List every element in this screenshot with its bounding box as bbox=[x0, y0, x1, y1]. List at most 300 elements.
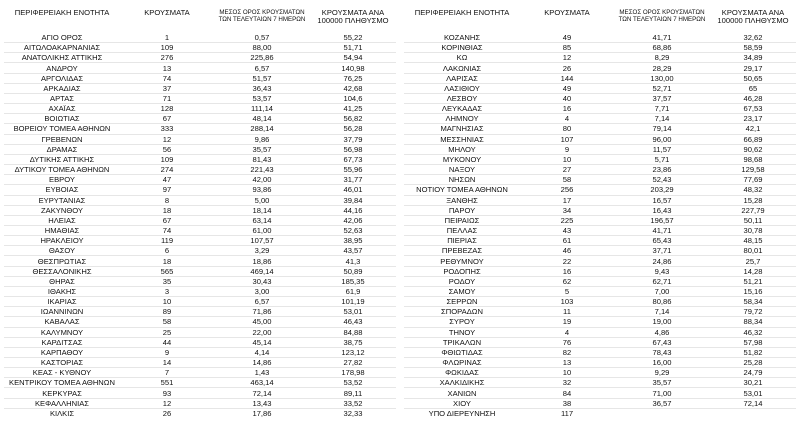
region-cell: ΓΡΕΒΕΝΩΝ bbox=[41, 134, 83, 144]
cases-cell: 144 bbox=[560, 73, 574, 83]
avg7-cell: 19,00 bbox=[652, 317, 672, 327]
avg7-cell: 61,00 bbox=[252, 226, 272, 236]
per100k-cell: 31,77 bbox=[343, 175, 363, 185]
table-row bbox=[404, 215, 796, 225]
cases-cell: 551 bbox=[160, 378, 174, 388]
table-row bbox=[4, 83, 396, 93]
per100k-cell: 84,88 bbox=[343, 327, 363, 337]
cases-cell: 128 bbox=[160, 104, 174, 114]
cases-cell: 58 bbox=[562, 175, 572, 185]
avg7-cell: 48,14 bbox=[252, 114, 272, 124]
avg7-cell: 111,14 bbox=[250, 104, 274, 114]
cases-cell: 10 bbox=[162, 297, 172, 307]
per100k-cell: 46,32 bbox=[743, 327, 763, 337]
cases-cell: 85 bbox=[562, 43, 572, 53]
per100k-cell: 51,21 bbox=[743, 276, 763, 286]
table-row bbox=[404, 307, 796, 317]
table-row bbox=[4, 317, 396, 327]
table-row bbox=[404, 297, 796, 307]
per100k-cell: 46,28 bbox=[743, 94, 763, 104]
avg7-cell: 6,57 bbox=[254, 297, 270, 307]
cases-cell: 12 bbox=[162, 398, 172, 408]
region-cell: ΕΥΒΟΙΑΣ bbox=[45, 185, 79, 195]
avg7-cell: 7,14 bbox=[654, 114, 670, 124]
avg7-cell: 469,14 bbox=[250, 266, 274, 276]
region-cell: ΜΑΓΝΗΣΙΑΣ bbox=[440, 124, 484, 134]
avg7-cell: 52,43 bbox=[652, 175, 672, 185]
cases-cell: 93 bbox=[162, 388, 172, 398]
table-row bbox=[4, 266, 396, 276]
per100k-cell: 25,7 bbox=[745, 256, 761, 266]
per100k-cell: 89,11 bbox=[343, 388, 363, 398]
cases-cell: 13 bbox=[562, 358, 572, 368]
region-cell: ΑΝΔΡΟΥ bbox=[46, 63, 78, 73]
per100k-cell: 48,15 bbox=[743, 236, 763, 246]
table-row bbox=[404, 317, 796, 327]
table-row bbox=[404, 83, 796, 93]
cases-cell: 40 bbox=[562, 94, 572, 104]
per100k-cell: 27,82 bbox=[343, 358, 363, 368]
region-cell: ΚΑΒΑΛΑΣ bbox=[44, 317, 80, 327]
avg7-cell: 41,71 bbox=[652, 226, 672, 236]
cases-cell: 26 bbox=[162, 408, 172, 418]
per100k-cell bbox=[710, 408, 796, 418]
table-row bbox=[4, 368, 396, 378]
avg7-cell: 36,43 bbox=[252, 83, 272, 93]
region-cell: ΘΗΡΑΣ bbox=[49, 276, 75, 286]
table-row bbox=[404, 358, 796, 368]
per100k-cell: 29,17 bbox=[743, 63, 763, 73]
cases-cell: 10 bbox=[562, 154, 572, 164]
per100k-cell: 15,16 bbox=[743, 286, 763, 296]
region-cell: ΗΜΑΘΙΑΣ bbox=[44, 226, 80, 236]
per100k-cell: 178,98 bbox=[341, 368, 365, 378]
avg7-cell: 72,14 bbox=[252, 388, 272, 398]
per100k-cell: 51,71 bbox=[343, 43, 363, 53]
region-cell: ΝΟΤΙΟΥ ΤΟΜΕΑ ΑΘΗΝΩΝ bbox=[416, 185, 508, 195]
per100k-cell: 51,82 bbox=[743, 347, 763, 357]
cases-cell: 43 bbox=[562, 226, 572, 236]
avg7-cell: 96,00 bbox=[652, 134, 672, 144]
cases-cell: 82 bbox=[562, 347, 572, 357]
avg7-cell: 14,86 bbox=[252, 358, 272, 368]
region-cell: ΙΩΑΝΝΙΝΩΝ bbox=[40, 307, 84, 317]
region-cell: ΑΧΑΪΑΣ bbox=[48, 104, 76, 114]
cases-cell: 5 bbox=[564, 286, 570, 296]
table-row bbox=[404, 256, 796, 266]
avg7-cell: 68,86 bbox=[652, 43, 672, 53]
header-avg7: ΜΕΣΟΣ ΟΡΟΣ ΚΡΟΥΣΜΑΤΩΝ ΤΩΝ ΤΕΛΕΥΤΑΙΩΝ 7 ΗΜΕΡΩΝ bbox=[218, 9, 306, 23]
table-row bbox=[4, 408, 396, 418]
avg7-cell: 5,00 bbox=[254, 195, 270, 205]
region-cell: ΚΑΡΔΙΤΣΑΣ bbox=[41, 337, 83, 347]
region-cell: ΞΑΝΘΗΣ bbox=[446, 195, 478, 205]
per100k-cell: 88,34 bbox=[743, 317, 763, 327]
region-cell: ΛΑΚΩΝΙΑΣ bbox=[442, 63, 482, 73]
cases-cell: 9 bbox=[564, 144, 570, 154]
per100k-cell: 53,52 bbox=[343, 378, 363, 388]
region-cell: ΗΡΑΚΛΕΙΟΥ bbox=[40, 236, 84, 246]
avg7-cell: 93,86 bbox=[252, 185, 272, 195]
table-row bbox=[4, 53, 396, 63]
per100k-cell: 67,53 bbox=[743, 104, 763, 114]
per100k-cell: 32,33 bbox=[343, 408, 363, 418]
cases-cell: 47 bbox=[162, 175, 172, 185]
cases-cell: 3 bbox=[164, 286, 170, 296]
region-cell: ΑΡΤΑΣ bbox=[50, 94, 74, 104]
avg7-cell: 16,43 bbox=[652, 205, 672, 215]
cases-cell: 89 bbox=[162, 307, 172, 317]
avg7-cell: 71,00 bbox=[652, 388, 672, 398]
header-per100k: ΚΡΟΥΣΜΑΤΑ ΑΝΑ 100000 ΠΛΗΘΥΣΜΟ bbox=[717, 9, 789, 25]
table-row bbox=[404, 175, 796, 185]
header-cases: ΚΡΟΥΣΜΑΤΑ bbox=[144, 9, 190, 17]
avg7-cell: 225,86 bbox=[250, 53, 274, 63]
cases-cell: 56 bbox=[162, 144, 172, 154]
avg7-cell: 9,29 bbox=[654, 368, 670, 378]
table-row bbox=[4, 256, 396, 266]
cases-cell: 103 bbox=[560, 297, 574, 307]
per100k-cell: 42,1 bbox=[745, 124, 761, 134]
region-cell: ΣΥΡΟΥ bbox=[449, 317, 475, 327]
cases-cell: 12 bbox=[162, 134, 172, 144]
region-cell: ΚΟΖΑΝΗΣ bbox=[443, 33, 481, 43]
avg7-cell: 45,00 bbox=[252, 317, 272, 327]
per100k-cell: 53,01 bbox=[743, 388, 763, 398]
region-cell: ΧΙΟΥ bbox=[453, 398, 471, 408]
cases-cell: 11 bbox=[563, 307, 571, 317]
cases-cell: 27 bbox=[562, 165, 572, 175]
cases-cell: 44 bbox=[162, 337, 172, 347]
table-row bbox=[404, 327, 796, 337]
avg7-cell: 7,14 bbox=[654, 307, 670, 317]
region-cell: ΔΥΤΙΚΗΣ ΑΤΤΙΚΗΣ bbox=[29, 154, 95, 164]
header-region: ΠΕΡΙΦΕΡΕΙΑΚΗ ΕΝΟΤΗΤΑ bbox=[414, 9, 510, 17]
avg7-cell: 8,29 bbox=[654, 53, 670, 63]
per100k-cell: 123,12 bbox=[341, 347, 365, 357]
per100k-cell: 55,96 bbox=[343, 165, 363, 175]
region-cell: ΣΑΜΟΥ bbox=[448, 286, 476, 296]
header-avg7: ΜΕΣΟΣ ΟΡΟΣ ΚΡΟΥΣΜΑΤΩΝ ΤΩΝ ΤΕΛΕΥΤΑΙΩΝ 7 ΗΜΕΡΩΝ bbox=[618, 9, 706, 23]
table-row bbox=[404, 114, 796, 124]
table-row bbox=[404, 195, 796, 205]
header-region: ΠΕΡΙΦΕΡΕΙΑΚΗ ΕΝΟΤΗΤΑ bbox=[14, 9, 110, 17]
avg7-cell: 16,00 bbox=[652, 358, 672, 368]
table-row bbox=[404, 63, 796, 73]
region-cell: ΠΑΡΟΥ bbox=[448, 205, 476, 215]
cases-cell: 13 bbox=[162, 63, 172, 73]
per100k-cell: 48,32 bbox=[743, 185, 763, 195]
per100k-cell: 50,65 bbox=[743, 73, 763, 83]
per100k-cell: 23,17 bbox=[743, 114, 763, 124]
avg7-cell: 62,71 bbox=[652, 276, 672, 286]
avg7-cell: 78,43 bbox=[652, 347, 672, 357]
per100k-cell: 77,69 bbox=[743, 175, 763, 185]
cases-cell: 117 bbox=[560, 408, 574, 418]
per100k-cell: 50,11 bbox=[743, 215, 763, 225]
avg7-cell: 5,71 bbox=[654, 154, 670, 164]
per100k-cell: 55,22 bbox=[343, 33, 363, 43]
region-cell: ΡΟΔΟΥ bbox=[448, 276, 476, 286]
cases-cell: 225 bbox=[560, 215, 574, 225]
table-row bbox=[404, 124, 796, 134]
avg7-cell: 53,57 bbox=[252, 94, 272, 104]
cases-cell: 62 bbox=[562, 276, 572, 286]
cases-cell: 107 bbox=[560, 134, 574, 144]
avg7-cell: 107,57 bbox=[250, 236, 274, 246]
per100k-cell: 61,9 bbox=[345, 286, 361, 296]
table-row bbox=[4, 73, 396, 83]
cases-cell: 35 bbox=[162, 276, 172, 286]
cases-cell: 8 bbox=[164, 195, 170, 205]
cases-cell: 74 bbox=[162, 226, 172, 236]
per100k-cell: 41,25 bbox=[343, 104, 363, 114]
region-cell: ΛΕΣΒΟΥ bbox=[446, 94, 478, 104]
per100k-cell: 79,72 bbox=[743, 307, 763, 317]
table-row bbox=[404, 388, 796, 398]
cases-cell: 10 bbox=[562, 368, 572, 378]
table-row bbox=[404, 93, 796, 103]
per100k-cell: 104,6 bbox=[343, 94, 363, 104]
cases-cell: 26 bbox=[562, 63, 572, 73]
cases-cell: 4 bbox=[564, 327, 570, 337]
cases-cell: 16 bbox=[562, 104, 572, 114]
region-cell: ΕΥΡΥΤΑΝΙΑΣ bbox=[38, 195, 86, 205]
table-row bbox=[4, 63, 396, 73]
avg7-cell: 4,86 bbox=[654, 327, 670, 337]
per100k-cell: 53,01 bbox=[343, 307, 363, 317]
table-row bbox=[404, 165, 796, 175]
table-row bbox=[404, 53, 796, 63]
table-row bbox=[4, 225, 396, 235]
table-row bbox=[4, 185, 396, 195]
region-cell: ΘΕΣΠΡΩΤΙΑΣ bbox=[37, 256, 87, 266]
avg7-cell: 13,43 bbox=[252, 398, 272, 408]
per100k-cell: 56,28 bbox=[343, 124, 363, 134]
table-row bbox=[4, 358, 396, 368]
per100k-cell: 42,06 bbox=[343, 215, 363, 225]
table-row bbox=[4, 124, 396, 134]
per100k-cell: 15,28 bbox=[743, 195, 763, 205]
avg7-cell: 37,57 bbox=[652, 94, 672, 104]
avg7-cell: 41,71 bbox=[652, 33, 672, 43]
cases-cell: 32 bbox=[562, 378, 572, 388]
region-cell: ΛΑΡΙΣΑΣ bbox=[446, 73, 478, 83]
avg7-cell: 51,57 bbox=[252, 73, 272, 83]
region-cell: ΚΙΛΚΙΣ bbox=[49, 408, 75, 418]
table-row bbox=[4, 398, 396, 408]
region-cell: ΝΑΞΟΥ bbox=[448, 165, 476, 175]
table-body-right bbox=[404, 33, 796, 418]
table-row bbox=[4, 114, 396, 124]
table-row bbox=[4, 327, 396, 337]
per100k-cell: 56,98 bbox=[343, 144, 363, 154]
per100k-cell: 30,21 bbox=[743, 378, 763, 388]
cases-cell: 71 bbox=[162, 94, 172, 104]
per100k-cell: 46,43 bbox=[343, 317, 363, 327]
region-cell: ΑΓΙΟ ΟΡΟΣ bbox=[41, 33, 83, 43]
per100k-cell: 54,94 bbox=[343, 53, 363, 63]
avg7-cell: 17,86 bbox=[252, 408, 272, 418]
cases-cell: 49 bbox=[562, 83, 572, 93]
avg7-cell: 80,86 bbox=[652, 297, 672, 307]
region-cell: ΖΑΚΥΝΘΟΥ bbox=[41, 205, 83, 215]
cases-table-left bbox=[4, 9, 396, 418]
table-row bbox=[4, 347, 396, 357]
table-row bbox=[4, 165, 396, 175]
avg7-cell: 81,43 bbox=[252, 154, 272, 164]
avg7-cell: 6,57 bbox=[254, 63, 270, 73]
region-cell: ΦΘΙΩΤΙΔΑΣ bbox=[441, 347, 483, 357]
cases-cell: 1 bbox=[164, 33, 170, 43]
per100k-cell: 185,35 bbox=[341, 276, 365, 286]
table-row bbox=[4, 337, 396, 347]
per100k-cell: 80,01 bbox=[743, 246, 763, 256]
per100k-cell: 58,59 bbox=[743, 43, 763, 53]
avg7-cell: 45,14 bbox=[252, 337, 272, 347]
avg7-cell: 130,00 bbox=[650, 73, 674, 83]
table-body-left bbox=[4, 33, 396, 418]
region-cell: ΡΟΔΟΠΗΣ bbox=[443, 266, 481, 276]
region-cell: ΔΥΤΙΚΟΥ ΤΟΜΕΑ ΑΘΗΝΩΝ bbox=[14, 165, 110, 175]
cases-cell: 276 bbox=[160, 53, 174, 63]
avg7-cell: 1,43 bbox=[254, 368, 270, 378]
region-cell: ΠΙΕΡΙΑΣ bbox=[447, 236, 477, 246]
table-row bbox=[4, 195, 396, 205]
table-row bbox=[4, 286, 396, 296]
table-row bbox=[404, 236, 796, 246]
region-cell: ΠΕΛΛΑΣ bbox=[446, 226, 478, 236]
avg7-cell: 23,86 bbox=[652, 165, 672, 175]
cases-cell: 80 bbox=[562, 124, 572, 134]
region-cell: ΑΡΚΑΔΙΑΣ bbox=[43, 83, 81, 93]
region-cell: ΗΛΕΙΑΣ bbox=[48, 215, 76, 225]
per100k-cell: 43,57 bbox=[343, 246, 363, 256]
cases-cell: 109 bbox=[160, 154, 174, 164]
region-cell: ΘΑΣΟΥ bbox=[48, 246, 76, 256]
region-cell: ΠΕΙΡΑΙΩΣ bbox=[444, 215, 480, 225]
avg7-cell: 4,14 bbox=[254, 347, 270, 357]
avg7-cell: 35,57 bbox=[652, 378, 672, 388]
table-row bbox=[404, 266, 796, 276]
region-cell: ΔΡΑΜΑΣ bbox=[46, 144, 78, 154]
table-row bbox=[4, 43, 396, 53]
table-header-row bbox=[404, 9, 796, 33]
header-per100k: ΚΡΟΥΣΜΑΤΑ ΑΝΑ 100000 ΠΛΗΘΥΣΜΟ bbox=[317, 9, 389, 25]
header-cases: ΚΡΟΥΣΜΑΤΑ bbox=[544, 9, 590, 17]
table-row bbox=[404, 154, 796, 164]
region-cell: ΚΕΦΑΛΛΗΝΙΑΣ bbox=[34, 398, 90, 408]
per100k-cell: 37,79 bbox=[343, 134, 363, 144]
cases-cell: 109 bbox=[160, 43, 174, 53]
cases-cell: 49 bbox=[562, 33, 572, 43]
cases-cell: 37 bbox=[162, 83, 172, 93]
table-row bbox=[4, 215, 396, 225]
region-cell: ΛΗΜΝΟΥ bbox=[445, 114, 479, 124]
table-row bbox=[404, 33, 796, 43]
region-cell: ΦΩΚΙΔΑΣ bbox=[445, 368, 479, 378]
cases-cell: 12 bbox=[562, 53, 572, 63]
region-cell: ΒΟΙΩΤΙΑΣ bbox=[44, 114, 80, 124]
per100k-cell: 33,52 bbox=[343, 398, 363, 408]
table-row bbox=[4, 205, 396, 215]
cases-cell: 46 bbox=[562, 246, 572, 256]
per100k-cell: 76,25 bbox=[343, 73, 363, 83]
avg7-cell: 28,29 bbox=[652, 63, 672, 73]
per100k-cell: 67,73 bbox=[343, 154, 363, 164]
table-row bbox=[404, 144, 796, 154]
per100k-cell: 56,82 bbox=[343, 114, 363, 124]
cases-cell: 97 bbox=[162, 185, 172, 195]
avg7-cell: 3,00 bbox=[254, 286, 270, 296]
region-cell: ΚΩ bbox=[456, 53, 468, 63]
table-row bbox=[4, 154, 396, 164]
region-cell: ΚΑΛΥΜΝΟΥ bbox=[40, 327, 84, 337]
per100k-cell: 38,95 bbox=[343, 236, 363, 246]
region-cell: ΚΑΣΤΟΡΙΑΣ bbox=[40, 358, 84, 368]
table-row bbox=[404, 246, 796, 256]
per100k-cell: 24,79 bbox=[743, 368, 763, 378]
table-row bbox=[404, 73, 796, 83]
per100k-cell: 38,75 bbox=[343, 337, 363, 347]
cases-cell: 67 bbox=[162, 215, 172, 225]
per100k-cell: 46,01 bbox=[343, 185, 363, 195]
per100k-cell: 42,68 bbox=[343, 83, 363, 93]
table-row bbox=[404, 398, 796, 408]
region-cell: ΒΟΡΕΙΟΥ ΤΟΜΕΑ ΑΘΗΝΩΝ bbox=[13, 124, 111, 134]
table-row bbox=[4, 297, 396, 307]
table-row bbox=[404, 225, 796, 235]
avg7-cell: 63,14 bbox=[252, 215, 272, 225]
cases-table-right bbox=[404, 9, 796, 418]
avg7-cell: 288,14 bbox=[250, 124, 274, 134]
region-cell: ΦΛΩΡΙΝΑΣ bbox=[442, 358, 482, 368]
table-row bbox=[404, 286, 796, 296]
region-cell: ΝΗΣΩΝ bbox=[448, 175, 476, 185]
avg7-cell: 221,43 bbox=[250, 165, 274, 175]
avg7-cell: 35,57 bbox=[252, 144, 272, 154]
per100k-cell: 14,28 bbox=[743, 266, 763, 276]
region-cell: ΠΡΕΒΕΖΑΣ bbox=[441, 246, 483, 256]
region-cell: ΚΕΡΚΥΡΑΣ bbox=[42, 388, 82, 398]
per100k-cell: 44,16 bbox=[343, 205, 363, 215]
avg7-cell: 71,86 bbox=[252, 307, 272, 317]
table-row bbox=[4, 307, 396, 317]
region-cell: ΕΒΡΟΥ bbox=[49, 175, 75, 185]
cases-cell: 7 bbox=[164, 368, 170, 378]
region-cell: ΚΟΡΙΝΘΙΑΣ bbox=[441, 43, 483, 53]
table-row bbox=[4, 104, 396, 114]
cases-cell: 58 bbox=[162, 317, 172, 327]
per100k-cell: 25,28 bbox=[743, 358, 763, 368]
table-row bbox=[404, 276, 796, 286]
avg7-cell: 16,57 bbox=[652, 195, 672, 205]
cases-cell: 18 bbox=[162, 205, 172, 215]
avg7-cell: 24,86 bbox=[652, 256, 672, 266]
per100k-cell: 129,58 bbox=[741, 165, 765, 175]
per100k-cell: 39,84 bbox=[343, 195, 363, 205]
avg7-cell: 9,86 bbox=[254, 134, 270, 144]
per100k-cell: 52,63 bbox=[343, 226, 363, 236]
per100k-cell: 57,98 bbox=[743, 337, 763, 347]
per100k-cell: 98,68 bbox=[743, 154, 763, 164]
cases-cell: 4 bbox=[564, 114, 570, 124]
cases-cell: 84 bbox=[562, 388, 572, 398]
cases-cell: 17 bbox=[562, 195, 572, 205]
avg7-cell: 3,29 bbox=[254, 246, 270, 256]
cases-cell: 9 bbox=[164, 347, 170, 357]
table-row bbox=[4, 33, 396, 43]
